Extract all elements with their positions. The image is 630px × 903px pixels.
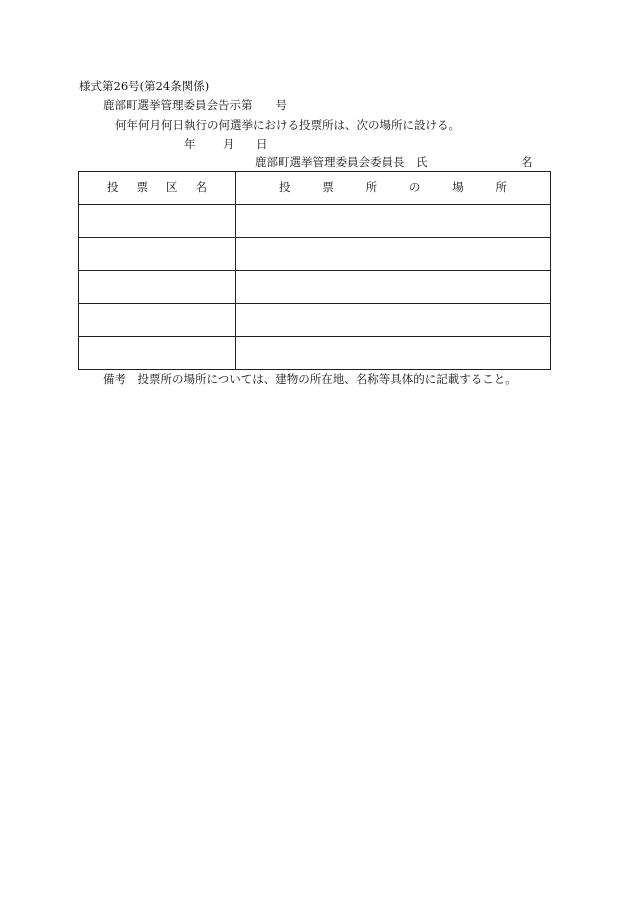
table-row <box>79 304 551 337</box>
table-row <box>79 271 551 304</box>
header-polling-location-label <box>279 182 507 194</box>
polling-location-cell <box>236 337 551 370</box>
polling-location-cell <box>236 205 551 238</box>
remarks: 備考 投票所の場所については、建物の所在地、名称等具体的に記載すること。 <box>103 372 517 386</box>
date-year-label: 年 <box>184 137 196 151</box>
date-day-label: 日 <box>256 137 268 151</box>
form-number: 様式第26号(第24条関係) <box>79 79 210 93</box>
header-location-char: 所 <box>495 180 507 195</box>
header-district-name <box>79 172 236 205</box>
header-district-char: 投 <box>107 180 119 195</box>
header-location-char: 場 <box>452 180 464 195</box>
header-district-char: 区 <box>166 180 178 195</box>
notice-title: 鹿部町選挙管理委員会告示第 号 <box>103 98 287 112</box>
notice-body: 何年何月何日執行の何選挙における投票所は、次の場所に設ける。 <box>115 118 460 132</box>
district-name-cell <box>79 271 236 304</box>
district-name-cell <box>79 238 236 271</box>
header-location-char: の <box>408 180 421 195</box>
table-row <box>79 238 551 271</box>
signer-title: 鹿部町選挙管理委員会委員長 氏 <box>255 155 428 169</box>
polling-place-table <box>78 171 551 370</box>
header-location-char: 票 <box>322 180 334 195</box>
table-row <box>79 337 551 370</box>
header-district-char: 名 <box>195 180 207 195</box>
header-location-char: 投 <box>279 180 291 195</box>
signer-name-suffix: 名 <box>521 155 533 169</box>
district-name-cell <box>79 337 236 370</box>
table-header-row <box>79 172 551 205</box>
district-name-cell <box>79 205 236 238</box>
date-month-label: 月 <box>223 137 235 151</box>
polling-location-cell <box>236 271 551 304</box>
header-district-name-label <box>107 182 207 194</box>
header-polling-location <box>236 172 551 205</box>
header-district-char: 票 <box>136 180 148 195</box>
polling-location-cell <box>236 238 551 271</box>
table-row <box>79 205 551 238</box>
polling-location-cell <box>236 304 551 337</box>
header-location-char: 所 <box>365 180 378 195</box>
district-name-cell <box>79 304 236 337</box>
